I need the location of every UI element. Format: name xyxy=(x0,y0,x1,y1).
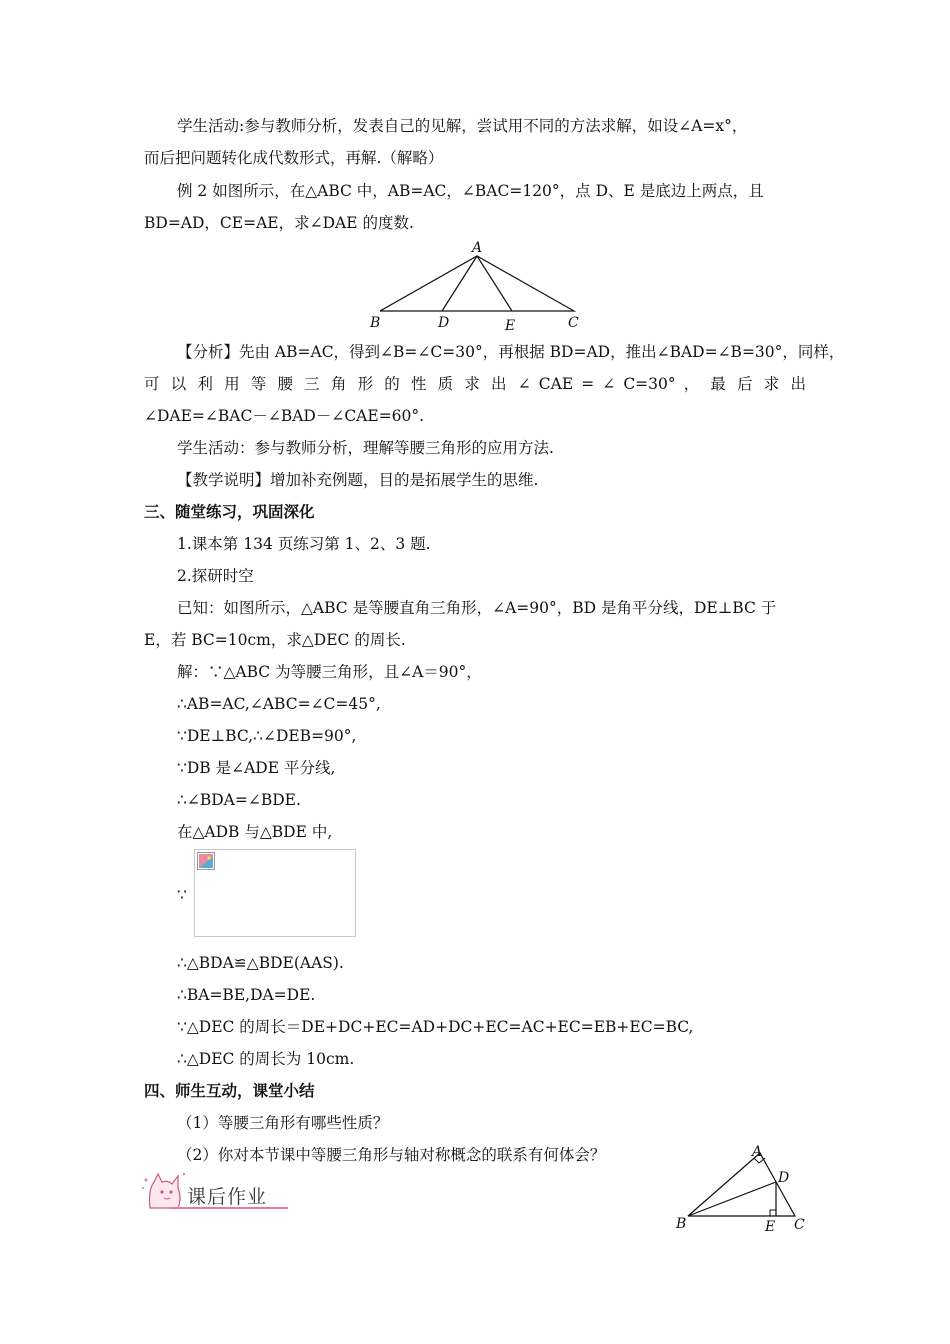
figure1-label-e: E xyxy=(505,318,516,334)
figure1-label-b: B xyxy=(370,315,381,331)
figure2-label-b: B xyxy=(676,1216,687,1232)
paragraph-line: 而后把问题转化成代数形式，再解.（解略） xyxy=(144,149,444,167)
figure1-label-c: C xyxy=(568,315,579,331)
solution-line: ∵DB 是∠ADE 平分线, xyxy=(177,759,336,777)
summary-question: （2）你对本节课中等腰三角形与轴对称概念的联系有何体会？ xyxy=(177,1146,606,1164)
student-activity-line: 学生活动：参与教师分析，理解等腰三角形的应用方法. xyxy=(177,439,554,457)
figure1-label-a: A xyxy=(472,240,483,256)
solution-line: 在△ADB 与△BDE 中, xyxy=(177,823,333,841)
analysis-line: 可 以 利 用 等 腰 三 角 形 的 性 质 求 出 ∠ CAE = ∠ C=30° ， 最 后 求 出 xyxy=(144,375,806,393)
teaching-note-line: 【教学说明】增加补充例题，目的是拓展学生的思维. xyxy=(177,471,539,489)
solution-line: 解：∵△ABC 为等腰三角形，且∠A＝90°， xyxy=(177,663,482,681)
broken-image-icon xyxy=(197,852,215,870)
solution-line: ∴△DEC 的周长为 10cm. xyxy=(177,1050,355,1068)
solution-line: ∴△BDA≌△BDE(AAS). xyxy=(177,954,344,972)
broken-image-placeholder xyxy=(194,849,356,937)
exercise-line: 2.探研时空 xyxy=(177,567,254,585)
figure2-label-d: D xyxy=(778,1170,790,1186)
section-heading-4: 四、师生互动，课堂小结 xyxy=(144,1081,315,1100)
paragraph-line: 学生活动:参与教师分析，发表自己的见解，尝试用不同的方法求解，如设∠A=x°， xyxy=(177,117,748,135)
problem-line: E，若 BC=10cm，求△DEC 的周长. xyxy=(144,631,406,649)
because-symbol: ∵ xyxy=(177,886,187,904)
solution-line: ∵△DEC 的周长＝DE+DC+EC=AD+DC+EC=AC+EC=EB+EC=BC, xyxy=(177,1018,694,1036)
summary-question: （1）等腰三角形有哪些性质？ xyxy=(177,1114,389,1132)
solution-line: ∵DE⊥BC,∴∠DEB=90°, xyxy=(177,727,357,745)
figure2-label-e: E xyxy=(765,1219,776,1235)
figure2-label-c: C xyxy=(794,1217,805,1233)
solution-line: ∴AB=AC,∠ABC=∠C=45°, xyxy=(177,695,381,713)
figure2-label-a: A xyxy=(752,1144,763,1160)
homework-title: 课后作业 xyxy=(187,1186,268,1208)
analysis-line: ∠DAE=∠BAC－∠BAD－∠CAE=60°. xyxy=(144,407,425,425)
example-2-line: 例 2 如图所示，在△ABC 中，AB=AC，∠BAC=120°，点 D、E 是底边上两点，且 xyxy=(177,182,764,200)
example-2-line: BD=AD，CE=AE，求∠DAE 的度数. xyxy=(144,214,414,232)
solution-line: ∴BA=BE,DA=DE. xyxy=(177,986,316,1004)
triangle-figure-1 xyxy=(362,236,592,336)
section-heading-3: 三、随堂练习，巩固深化 xyxy=(144,502,315,521)
exercise-line: 1.课本第 134 页练习第 1、2、3 题. xyxy=(177,535,431,553)
problem-line: 已知：如图所示，△ABC 是等腰直角三角形，∠A=90°，BD 是角平分线，DE⊥BC 于 xyxy=(177,599,777,617)
analysis-line: 【分析】先由 AB=AC，得到∠B=∠C=30°，再根据 BD=AD，推出∠BAD=∠B=30°，同样， xyxy=(177,343,845,361)
triangle-figure-2 xyxy=(670,1140,815,1235)
solution-line: ∴∠BDA=∠BDE. xyxy=(177,791,301,809)
homework-cat-icon xyxy=(142,1173,185,1208)
figure1-label-d: D xyxy=(438,315,450,331)
